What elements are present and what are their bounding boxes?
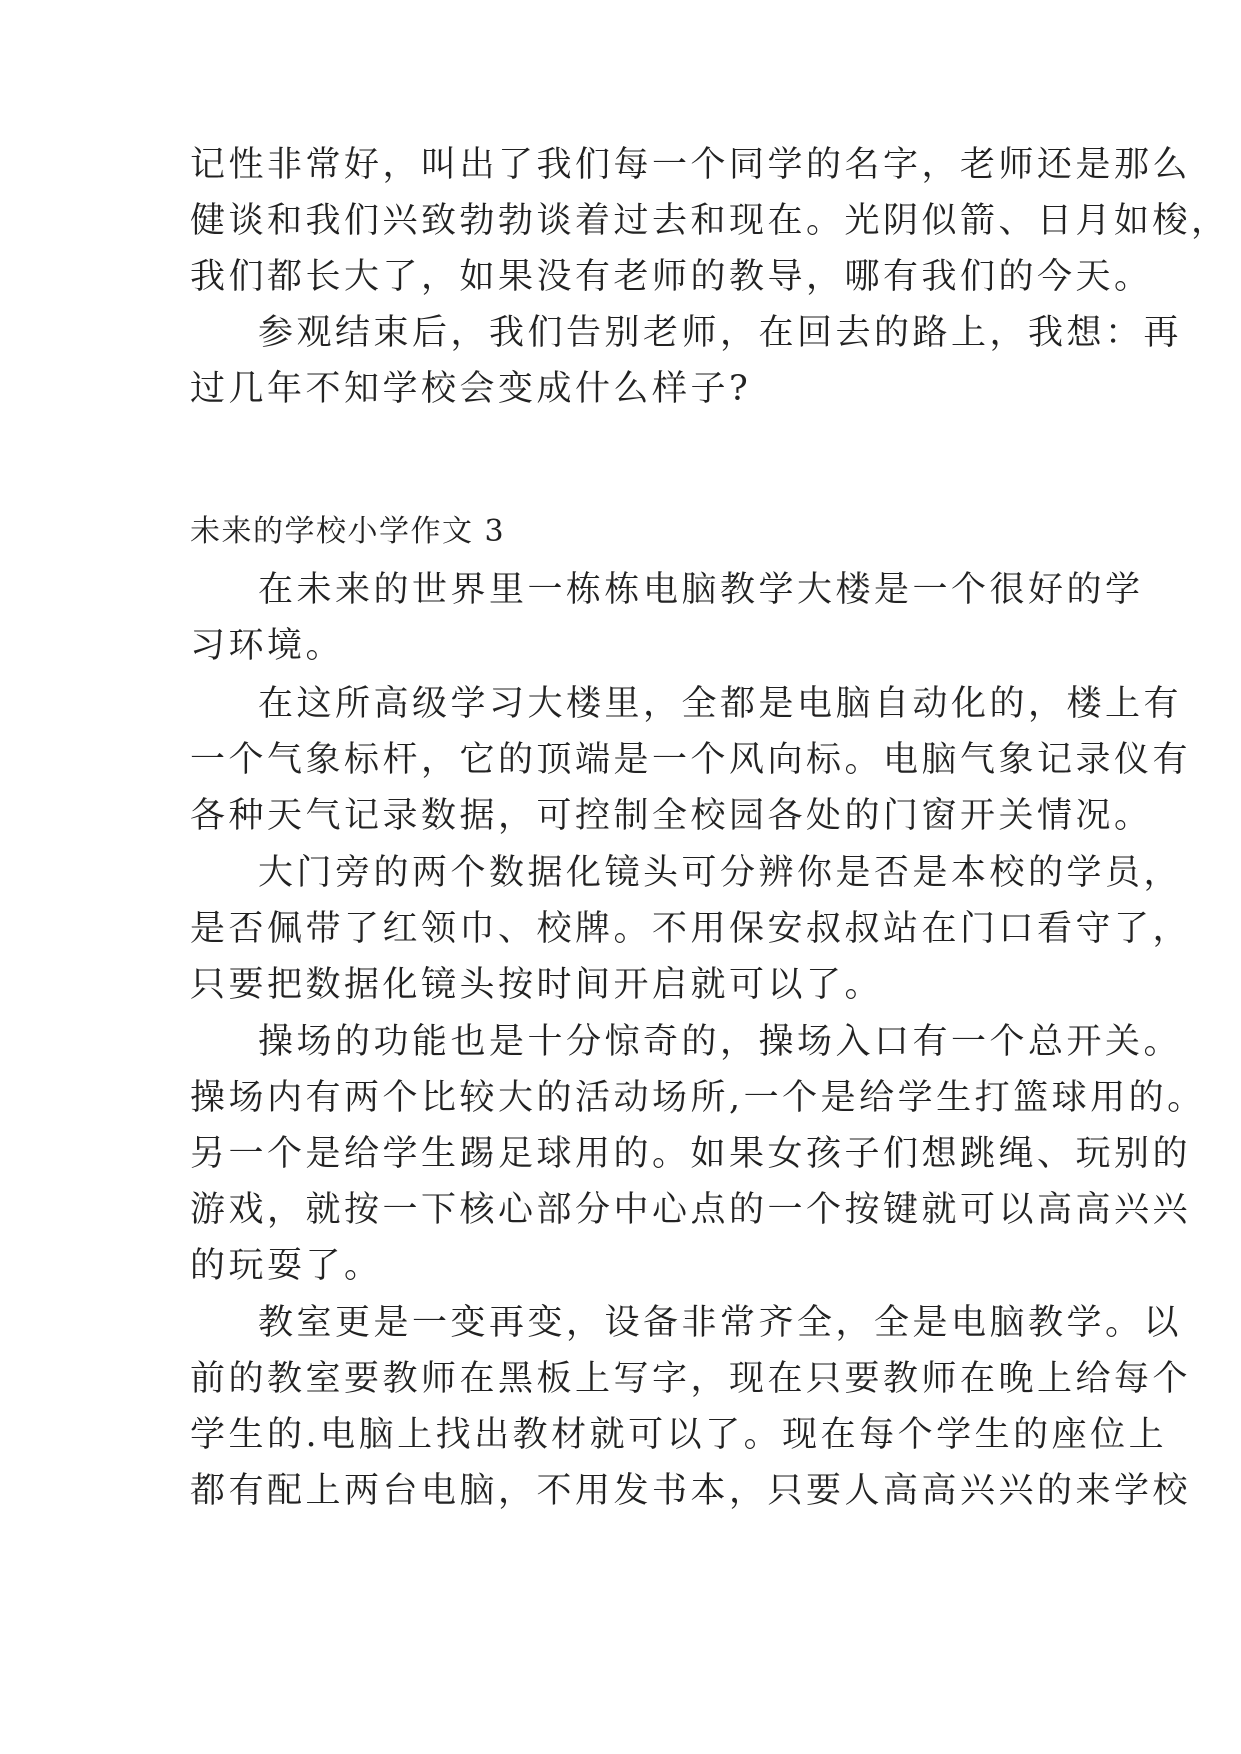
text-line: 记性非常好，叫出了我们每一个同学的名字，老师还是那么 (190, 145, 1192, 185)
text-line: 过几年不知学校会变成什么样子? (190, 369, 752, 409)
text-line: 操场内有两个比较大的活动场所,一个是给学生打篮球用的。 (190, 1078, 1206, 1118)
text-line: 是否佩带了红领巾、校牌。不用保安叔叔站在门口看守了， (190, 909, 1192, 949)
text-line: 大门旁的两个数据化镜头可分辨你是否是本校的学员， (258, 853, 1183, 893)
text-line: 参观结束后，我们告别老师，在回去的路上，我想：再 (258, 313, 1183, 353)
text-line: 我们都长大了，如果没有老师的教导，哪有我们的今天。 (190, 257, 1153, 297)
text-line: 前的教室要教师在黑板上写字，现在只要教师在晚上给每个 (190, 1359, 1192, 1399)
text-line: 各种天气记录数据，可控制全校园各处的门窗开关情况。 (190, 796, 1153, 836)
text-line: 只要把数据化镜头按时间开启就可以了。 (190, 965, 884, 1005)
text-line: 在未来的世界里一栋栋电脑教学大楼是一个很好的学 (258, 570, 1144, 610)
text-line: 健谈和我们兴致勃勃谈着过去和现在。光阴似箭、日月如梭， (190, 201, 1230, 241)
text-line: 在这所高级学习大楼里，全都是电脑自动化的，楼上有 (258, 684, 1183, 724)
section-heading: 未来的学校小学作文 3 (190, 514, 506, 549)
text-line: 的玩耍了。 (190, 1246, 383, 1286)
text-line: 学生的.电脑上找出教材就可以了。现在每个学生的座位上 (190, 1415, 1168, 1455)
text-line: 游戏，就按一下核心部分中心点的一个按键就可以高高兴兴 (190, 1190, 1192, 1230)
text-line: 都有配上两台电脑，不用发书本，只要人高高兴兴的来学校 (190, 1471, 1192, 1511)
text-line: 另一个是给学生踢足球用的。如果女孩子们想跳绳、玩别的 (190, 1134, 1192, 1174)
text-line: 习环境。 (190, 626, 345, 666)
text-line: 教室更是一变再变，设备非常齐全，全是电脑教学。以 (258, 1303, 1183, 1343)
text-line: 操场的功能也是十分惊奇的，操场入口有一个总开关。 (258, 1022, 1183, 1062)
text-line: 一个气象标杆，它的顶端是一个风向标。电脑气象记录仪有 (190, 740, 1192, 780)
